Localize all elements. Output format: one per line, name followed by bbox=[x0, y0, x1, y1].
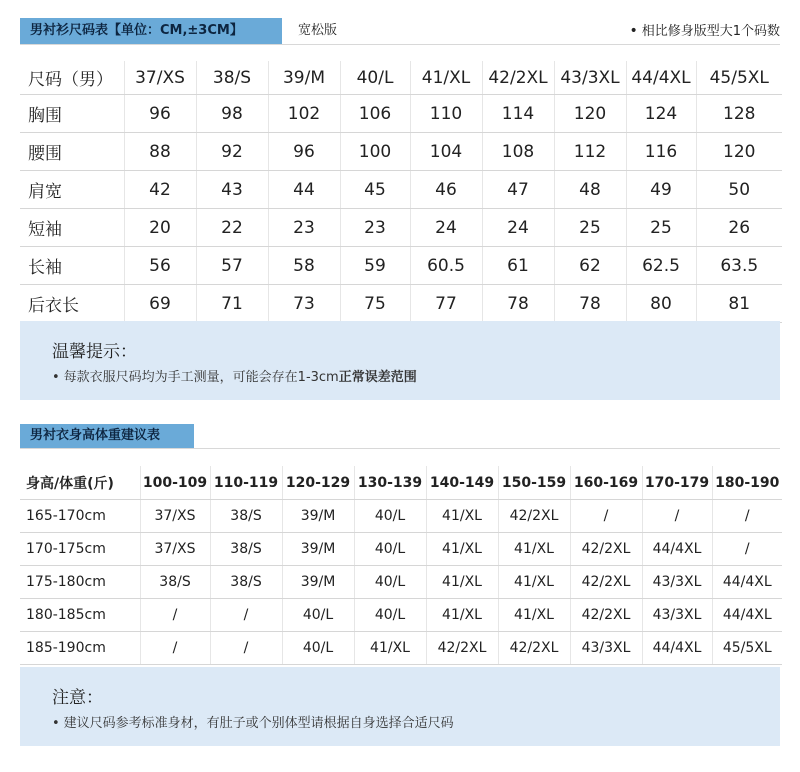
size-table-header bbox=[20, 18, 780, 45]
table-cell: 42/2XL bbox=[498, 500, 570, 533]
height-column-header: 120-129 bbox=[282, 466, 354, 500]
table-row bbox=[20, 95, 782, 133]
table-cell: 39/M bbox=[282, 533, 354, 566]
table-cell: 48 bbox=[554, 171, 626, 209]
height-table-tag: 男衬衣身高体重建议表 bbox=[20, 424, 194, 448]
bullet-icon: • bbox=[52, 716, 60, 731]
table-cell: 42/2XL bbox=[570, 533, 642, 566]
fit-note bbox=[629, 18, 780, 45]
notice-text bbox=[52, 712, 454, 731]
table-cell: 61 bbox=[482, 247, 554, 285]
table-cell: 58 bbox=[268, 247, 340, 285]
row-label: 170-175cm bbox=[20, 533, 140, 566]
table-cell: 40/L bbox=[354, 533, 426, 566]
tip-text bbox=[52, 366, 417, 385]
tip-box bbox=[20, 321, 780, 400]
table-cell: 41/XL bbox=[426, 599, 498, 632]
size-column-header: 44/4XL bbox=[626, 61, 696, 95]
height-weight-table bbox=[20, 466, 782, 665]
table-cell: 40/L bbox=[354, 500, 426, 533]
table-cell: 98 bbox=[196, 95, 268, 133]
table-cell: / bbox=[140, 599, 210, 632]
table-cell: 75 bbox=[340, 285, 410, 323]
table-cell: 23 bbox=[268, 209, 340, 247]
height-column-header: 140-149 bbox=[426, 466, 498, 500]
height-column-header: 180-190 bbox=[712, 466, 782, 500]
size-corner-header: 尺码（男） bbox=[20, 61, 124, 95]
table-cell: 60.5 bbox=[410, 247, 482, 285]
table-cell: 112 bbox=[554, 133, 626, 171]
notice-text-body: 建议尺码参考标准身材，有肚子或个别体型请根据自身选择合适尺码 bbox=[63, 716, 454, 731]
table-cell: 43/3XL bbox=[570, 632, 642, 665]
fit-note-text: 相比修身版型大1个码数 bbox=[641, 24, 780, 39]
height-column-header: 170-179 bbox=[642, 466, 712, 500]
table-cell: / bbox=[210, 599, 282, 632]
height-column-header: 130-139 bbox=[354, 466, 426, 500]
table-cell: 41/XL bbox=[498, 599, 570, 632]
table-cell: 120 bbox=[696, 133, 782, 171]
table-cell: 23 bbox=[340, 209, 410, 247]
table-cell: 44/4XL bbox=[712, 566, 782, 599]
table-cell: 38/S bbox=[210, 566, 282, 599]
row-label: 185-190cm bbox=[20, 632, 140, 665]
table-cell: 116 bbox=[626, 133, 696, 171]
tip-title: 温馨提示： bbox=[52, 342, 137, 362]
table-cell: 37/XS bbox=[140, 533, 210, 566]
table-cell: 26 bbox=[696, 209, 782, 247]
size-column-header: 43/3XL bbox=[554, 61, 626, 95]
table-cell: 63.5 bbox=[696, 247, 782, 285]
table-cell: 20 bbox=[124, 209, 196, 247]
height-table-header bbox=[20, 424, 780, 449]
table-cell: 45/5XL bbox=[712, 632, 782, 665]
table-cell: / bbox=[210, 632, 282, 665]
table-cell: 42/2XL bbox=[570, 599, 642, 632]
table-row bbox=[20, 171, 782, 209]
table-cell: 80 bbox=[626, 285, 696, 323]
table-cell: 44/4XL bbox=[712, 599, 782, 632]
height-column-header: 100-109 bbox=[140, 466, 210, 500]
table-cell: 42/2XL bbox=[498, 632, 570, 665]
table-cell: / bbox=[712, 500, 782, 533]
table-row bbox=[20, 533, 782, 566]
table-cell: / bbox=[712, 533, 782, 566]
table-cell: 37/XS bbox=[140, 500, 210, 533]
size-column-header: 40/L bbox=[340, 61, 410, 95]
table-cell: 40/L bbox=[354, 566, 426, 599]
table-cell: 41/XL bbox=[498, 533, 570, 566]
tip-text-part-b: 正常误差范围 bbox=[338, 370, 417, 385]
table-cell: 100 bbox=[340, 133, 410, 171]
table-cell: 102 bbox=[268, 95, 340, 133]
table-row bbox=[20, 209, 782, 247]
table-cell: 44 bbox=[268, 171, 340, 209]
table-cell: 46 bbox=[410, 171, 482, 209]
size-table-header-row bbox=[20, 61, 782, 95]
table-cell: 77 bbox=[410, 285, 482, 323]
table-cell: 43/3XL bbox=[642, 566, 712, 599]
table-cell: 78 bbox=[554, 285, 626, 323]
table-cell: 38/S bbox=[140, 566, 210, 599]
table-cell: 43/3XL bbox=[642, 599, 712, 632]
row-label: 175-180cm bbox=[20, 566, 140, 599]
table-cell: 62 bbox=[554, 247, 626, 285]
table-row bbox=[20, 133, 782, 171]
table-cell: 128 bbox=[696, 95, 782, 133]
table-cell: 110 bbox=[410, 95, 482, 133]
table-cell: 57 bbox=[196, 247, 268, 285]
height-corner-header: 身高/体重(斤) bbox=[20, 466, 140, 500]
row-label: 后衣长 bbox=[20, 285, 124, 323]
table-cell: 96 bbox=[268, 133, 340, 171]
row-label: 长袖 bbox=[20, 247, 124, 285]
notice-box bbox=[20, 667, 780, 746]
table-cell: 41/XL bbox=[426, 533, 498, 566]
table-cell: 42/2XL bbox=[570, 566, 642, 599]
table-cell: 41/XL bbox=[498, 566, 570, 599]
table-cell: 47 bbox=[482, 171, 554, 209]
table-cell: 120 bbox=[554, 95, 626, 133]
table-cell: 104 bbox=[410, 133, 482, 171]
table-cell: 42 bbox=[124, 171, 196, 209]
row-label: 短袖 bbox=[20, 209, 124, 247]
bullet-icon: • bbox=[629, 23, 638, 39]
table-cell: 39/M bbox=[282, 566, 354, 599]
fit-label: 宽松版 bbox=[298, 23, 338, 38]
height-column-header: 160-169 bbox=[570, 466, 642, 500]
table-cell: 73 bbox=[268, 285, 340, 323]
height-column-header: 150-159 bbox=[498, 466, 570, 500]
size-table bbox=[20, 61, 782, 323]
row-label: 165-170cm bbox=[20, 500, 140, 533]
table-cell: 40/L bbox=[282, 599, 354, 632]
row-label: 180-185cm bbox=[20, 599, 140, 632]
table-cell: 25 bbox=[554, 209, 626, 247]
table-cell: 108 bbox=[482, 133, 554, 171]
table-cell: 96 bbox=[124, 95, 196, 133]
size-column-header: 39/M bbox=[268, 61, 340, 95]
size-column-header: 45/5XL bbox=[696, 61, 782, 95]
table-row bbox=[20, 599, 782, 632]
table-cell: 42/2XL bbox=[426, 632, 498, 665]
table-cell: 24 bbox=[482, 209, 554, 247]
table-cell: / bbox=[140, 632, 210, 665]
table-cell: 43 bbox=[196, 171, 268, 209]
size-column-header: 38/S bbox=[196, 61, 268, 95]
table-cell: 41/XL bbox=[426, 566, 498, 599]
bullet-icon: • bbox=[52, 370, 60, 385]
row-label: 肩宽 bbox=[20, 171, 124, 209]
table-cell: 24 bbox=[410, 209, 482, 247]
table-cell: 39/M bbox=[282, 500, 354, 533]
table-cell: 88 bbox=[124, 133, 196, 171]
table-cell: 69 bbox=[124, 285, 196, 323]
table-cell: 56 bbox=[124, 247, 196, 285]
table-cell: 41/XL bbox=[426, 500, 498, 533]
notice-title: 注意： bbox=[52, 688, 103, 708]
table-cell: 38/S bbox=[210, 533, 282, 566]
table-cell: 62.5 bbox=[626, 247, 696, 285]
height-column-header: 110-119 bbox=[210, 466, 282, 500]
table-cell: 50 bbox=[696, 171, 782, 209]
size-table-tag: 男衬衫尺码表【单位：CM,±3CM】 bbox=[20, 18, 282, 44]
table-cell: 44/4XL bbox=[642, 632, 712, 665]
table-row bbox=[20, 247, 782, 285]
table-cell: 71 bbox=[196, 285, 268, 323]
row-label: 胸围 bbox=[20, 95, 124, 133]
table-cell: 38/S bbox=[210, 500, 282, 533]
table-cell: 81 bbox=[696, 285, 782, 323]
tip-text-part-a: 每款衣服尺码均为手工测量，可能会存在1-3cm bbox=[63, 370, 339, 385]
table-cell: 25 bbox=[626, 209, 696, 247]
table-cell: 44/4XL bbox=[642, 533, 712, 566]
height-table-header-row bbox=[20, 466, 782, 500]
table-row bbox=[20, 566, 782, 599]
table-row bbox=[20, 285, 782, 323]
table-cell: / bbox=[642, 500, 712, 533]
table-cell: 45 bbox=[340, 171, 410, 209]
table-cell: 40/L bbox=[282, 632, 354, 665]
row-label: 腰围 bbox=[20, 133, 124, 171]
table-cell: 114 bbox=[482, 95, 554, 133]
table-cell: 22 bbox=[196, 209, 268, 247]
table-cell: 40/L bbox=[354, 599, 426, 632]
table-cell: 49 bbox=[626, 171, 696, 209]
table-cell: 78 bbox=[482, 285, 554, 323]
table-cell: 41/XL bbox=[354, 632, 426, 665]
table-cell: 106 bbox=[340, 95, 410, 133]
size-column-header: 42/2XL bbox=[482, 61, 554, 95]
table-cell: 92 bbox=[196, 133, 268, 171]
table-cell: 124 bbox=[626, 95, 696, 133]
table-cell: 59 bbox=[340, 247, 410, 285]
size-column-header: 37/XS bbox=[124, 61, 196, 95]
table-row bbox=[20, 632, 782, 665]
table-row bbox=[20, 500, 782, 533]
table-cell: / bbox=[570, 500, 642, 533]
size-column-header: 41/XL bbox=[410, 61, 482, 95]
